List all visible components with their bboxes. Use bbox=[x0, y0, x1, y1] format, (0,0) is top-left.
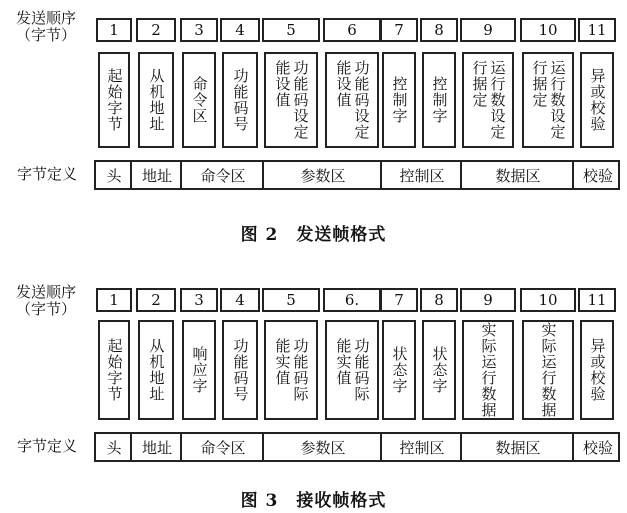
field-cell bbox=[222, 320, 258, 420]
byte-def-segment: 命令区 bbox=[200, 166, 246, 185]
field-text bbox=[232, 338, 249, 402]
order-label-line: 发送顺序 bbox=[15, 283, 76, 301]
field-cell bbox=[422, 320, 456, 420]
byte-def-segment: 校验 bbox=[582, 166, 613, 185]
field-text-column: 功能码际 bbox=[291, 338, 310, 402]
byte-number: 5 bbox=[262, 288, 320, 312]
byte-number: 9 bbox=[460, 288, 516, 312]
field-text-column: 行据定 bbox=[470, 60, 489, 108]
field-cell bbox=[580, 52, 614, 148]
field-text-column: 运行数设定 bbox=[548, 60, 567, 140]
byte-def-label: 字节定义 bbox=[16, 437, 77, 455]
field-text-column: 功能码号 bbox=[231, 68, 250, 132]
field-text-column: 控制字 bbox=[390, 76, 409, 124]
field-cell bbox=[182, 320, 216, 420]
field-cell bbox=[138, 320, 174, 420]
field-cell bbox=[325, 52, 379, 148]
field-text bbox=[391, 76, 408, 124]
field-text-column: 状态字 bbox=[390, 346, 409, 394]
field-text-column: 异或校验 bbox=[588, 338, 607, 402]
byte-def-segment: 头 bbox=[106, 438, 122, 457]
field-text-column: 能设值 bbox=[273, 60, 292, 108]
field-text-column: 功能码际 bbox=[352, 338, 371, 402]
figure-caption: 图 3 接收帧格式 bbox=[240, 491, 387, 511]
field-cell bbox=[98, 52, 130, 148]
field-cell bbox=[98, 320, 130, 420]
field-cell bbox=[382, 320, 416, 420]
order-label bbox=[0, 10, 92, 44]
byte-number: 6 bbox=[323, 18, 381, 42]
byte-def-segment: 参数区 bbox=[300, 438, 346, 457]
byte-number: 4 bbox=[220, 288, 260, 312]
order-label-line: （字节） bbox=[15, 26, 76, 44]
field-text-column: 响应字 bbox=[190, 346, 209, 394]
field-text bbox=[589, 68, 606, 132]
segment-divider bbox=[180, 434, 182, 460]
field-text-column: 起始字节 bbox=[105, 68, 124, 132]
segment-divider bbox=[380, 162, 382, 188]
byte-number: 11 bbox=[578, 288, 616, 312]
byte-def-label: 字节定义 bbox=[16, 165, 77, 183]
segment-divider bbox=[572, 162, 574, 188]
byte-number: 1 bbox=[96, 18, 132, 42]
field-cell bbox=[138, 52, 174, 148]
byte-number: 7 bbox=[380, 288, 418, 312]
field-text bbox=[106, 338, 123, 402]
field-text-column: 异或校验 bbox=[588, 68, 607, 132]
byte-number: 11 bbox=[578, 18, 616, 42]
byte-number: 9 bbox=[460, 18, 516, 42]
order-label bbox=[0, 284, 92, 318]
byte-number: 10 bbox=[520, 18, 576, 42]
field-text bbox=[431, 346, 448, 394]
byte-number: 10 bbox=[520, 288, 576, 312]
field-cell bbox=[264, 52, 318, 148]
field-text-column: 从机地址 bbox=[147, 338, 166, 402]
field-text-column: 起始字节 bbox=[105, 338, 124, 402]
byte-def-segment: 地址 bbox=[141, 438, 172, 457]
byte-number: 8 bbox=[420, 288, 458, 312]
byte-def-segment: 校验 bbox=[582, 438, 613, 457]
byte-def-segment: 数据区 bbox=[495, 166, 541, 185]
field-text-column: 实际运行数据 bbox=[539, 322, 558, 418]
byte-def-segment: 命令区 bbox=[200, 438, 246, 457]
byte-def-segment: 参数区 bbox=[300, 166, 346, 185]
segment-divider bbox=[130, 434, 132, 460]
field-text-column: 能设值 bbox=[334, 60, 353, 108]
field-text-column: 功能码设定 bbox=[352, 60, 371, 140]
field-text bbox=[232, 68, 249, 132]
segment-divider bbox=[572, 434, 574, 460]
field-text bbox=[335, 338, 370, 402]
segment-divider bbox=[262, 162, 264, 188]
field-cell bbox=[325, 320, 379, 420]
figure-caption: 图 2 发送帧格式 bbox=[240, 225, 387, 245]
field-text-column: 能实值 bbox=[334, 338, 353, 386]
segment-divider bbox=[460, 434, 462, 460]
byte-number: 8 bbox=[420, 18, 458, 42]
field-cell bbox=[222, 52, 258, 148]
field-cell bbox=[264, 320, 318, 420]
byte-def-bar bbox=[94, 432, 620, 462]
field-cell bbox=[522, 320, 574, 420]
order-label-line: （字节） bbox=[15, 300, 76, 318]
segment-divider bbox=[380, 434, 382, 460]
field-text-column: 功能码号 bbox=[231, 338, 250, 402]
field-text bbox=[480, 322, 497, 418]
field-text-column: 状态字 bbox=[430, 346, 449, 394]
field-text bbox=[148, 338, 165, 402]
field-text-column: 命令区 bbox=[190, 76, 209, 124]
field-text-column: 行据定 bbox=[530, 60, 549, 108]
field-text-column: 控制字 bbox=[430, 76, 449, 124]
segment-divider bbox=[180, 162, 182, 188]
byte-number: 3 bbox=[180, 288, 218, 312]
field-cell bbox=[422, 52, 456, 148]
field-text bbox=[274, 338, 309, 402]
field-text bbox=[471, 60, 506, 140]
byte-number: 6. bbox=[323, 288, 381, 312]
byte-def-segment: 控制区 bbox=[399, 438, 445, 457]
byte-def-segment: 地址 bbox=[141, 166, 172, 185]
field-text-column: 运行数设定 bbox=[488, 60, 507, 140]
field-cell bbox=[182, 52, 216, 148]
field-text bbox=[335, 60, 370, 140]
field-text bbox=[589, 338, 606, 402]
byte-def-segment: 数据区 bbox=[495, 438, 541, 457]
segment-divider bbox=[130, 162, 132, 188]
byte-number: 5 bbox=[262, 18, 320, 42]
field-cell bbox=[382, 52, 416, 148]
byte-def-bar bbox=[94, 160, 620, 190]
field-cell bbox=[462, 320, 514, 420]
field-text-column: 功能码设定 bbox=[291, 60, 310, 140]
field-cell bbox=[462, 52, 514, 148]
field-text bbox=[191, 76, 208, 124]
field-text bbox=[431, 76, 448, 124]
field-text bbox=[540, 322, 557, 418]
field-cell bbox=[522, 52, 574, 148]
byte-def-segment: 控制区 bbox=[399, 166, 445, 185]
field-text-column: 能实值 bbox=[273, 338, 292, 386]
field-text-column: 从机地址 bbox=[147, 68, 166, 132]
byte-number: 2 bbox=[136, 18, 176, 42]
field-text bbox=[391, 346, 408, 394]
field-cell bbox=[580, 320, 614, 420]
byte-number: 2 bbox=[136, 288, 176, 312]
field-text bbox=[106, 68, 123, 132]
byte-def-segment: 头 bbox=[106, 166, 122, 185]
field-text bbox=[148, 68, 165, 132]
order-label-line: 发送顺序 bbox=[15, 9, 76, 27]
field-text bbox=[191, 346, 208, 394]
field-text-column: 实际运行数据 bbox=[479, 322, 498, 418]
byte-number: 7 bbox=[380, 18, 418, 42]
byte-number: 4 bbox=[220, 18, 260, 42]
field-text bbox=[274, 60, 309, 140]
segment-divider bbox=[262, 434, 264, 460]
byte-number: 1 bbox=[96, 288, 132, 312]
field-text bbox=[531, 60, 566, 140]
segment-divider bbox=[460, 162, 462, 188]
byte-number: 3 bbox=[180, 18, 218, 42]
